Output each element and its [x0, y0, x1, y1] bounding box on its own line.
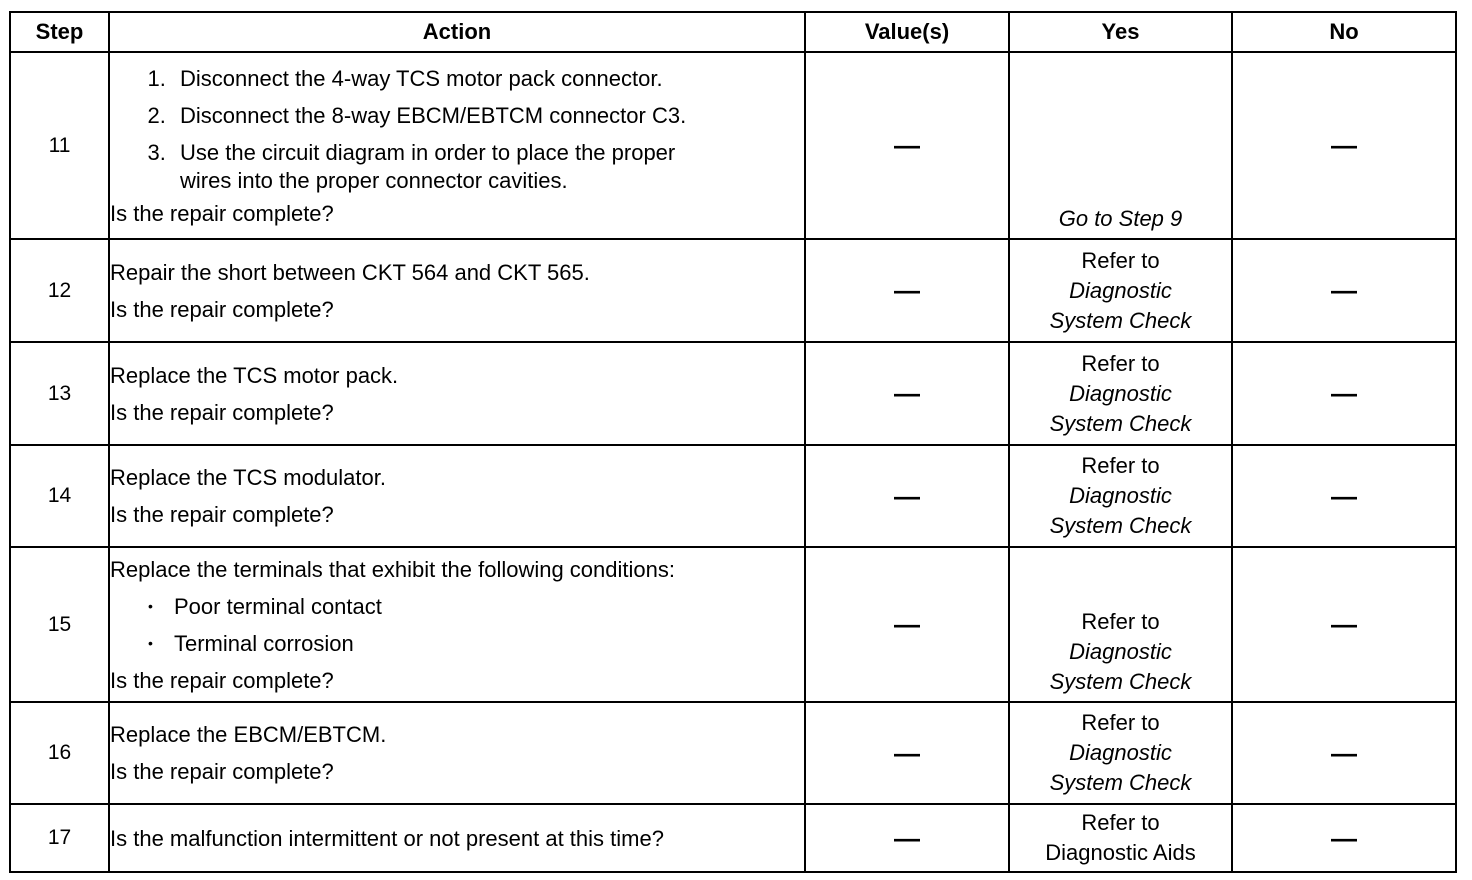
table-row	[10, 547, 1456, 702]
action-item: 1. Disconnect the 4-way TCS motor pack connector.	[172, 60, 804, 97]
action-cell	[109, 702, 805, 804]
yes-link-text: Diagnostic	[1069, 639, 1172, 664]
step-number: 12	[10, 239, 109, 342]
yes-link-text: Diagnostic	[1069, 483, 1172, 508]
no-cell: —	[1232, 239, 1456, 342]
yes-cell	[1009, 445, 1232, 547]
header-no: No	[1232, 12, 1456, 52]
header-row	[10, 12, 1456, 52]
yes-cell	[1009, 702, 1232, 804]
action-item: 2. Disconnect the 8-way EBCM/EBTCM connector C3.	[172, 97, 804, 134]
step-number: 15	[10, 547, 109, 702]
action-text: Replace the TCS modulator.	[110, 465, 386, 490]
action-cell	[109, 52, 805, 239]
step-number: 16	[10, 702, 109, 804]
action-item	[172, 134, 804, 195]
value-cell: —	[805, 342, 1009, 445]
yes-prefix: Refer to	[1081, 710, 1160, 735]
no-cell: —	[1232, 804, 1456, 872]
action-item-line: 3. Use the circuit diagram in order to place the proper	[180, 139, 676, 165]
no-cell: —	[1232, 52, 1456, 239]
no-cell: —	[1232, 342, 1456, 445]
header-action: Action	[109, 12, 805, 52]
action-cell	[109, 547, 805, 702]
question-text: Is the repair complete?	[110, 399, 334, 425]
table-row	[10, 804, 1456, 872]
diagnostic-table	[9, 11, 1457, 873]
action-cell	[109, 239, 805, 342]
value-cell: —	[805, 547, 1009, 702]
question-text: Is the repair complete?	[110, 296, 334, 322]
question-text: Is the repair complete?	[110, 759, 334, 784]
action-text: Replace the EBCM/EBTCM.	[110, 722, 387, 747]
step-number: 17	[10, 804, 109, 872]
yes-link-text: Diagnostic	[1069, 380, 1172, 406]
value-cell: —	[805, 239, 1009, 342]
step-number: 13	[10, 342, 109, 445]
yes-link-text: System Check	[1049, 770, 1192, 795]
table-row	[10, 239, 1456, 342]
yes-link-text: System Check	[1049, 410, 1192, 436]
value-cell: —	[805, 52, 1009, 239]
yes-link-text: Go to Step 9	[1058, 206, 1183, 231]
step-number: 11	[10, 52, 109, 239]
yes-prefix: Refer to	[1081, 810, 1160, 835]
yes-link-text: Diagnostic	[1069, 277, 1172, 303]
header-step: Step	[10, 12, 109, 52]
yes-cell	[1009, 804, 1232, 872]
value-cell: —	[805, 702, 1009, 804]
action-text: Replace the TCS motor pack.	[110, 362, 399, 388]
bullet-item: • Poor terminal contact	[174, 588, 804, 625]
yes-link-text: System Check	[1049, 307, 1192, 333]
action-item-line: wires into the proper connector cavities.	[180, 167, 568, 193]
action-text: Repair the short between CKT 564 and CKT 565.	[110, 259, 590, 285]
question-text: Is the repair complete?	[110, 200, 334, 226]
yes-link-text: System Check	[1049, 513, 1192, 538]
value-cell: —	[805, 804, 1009, 872]
action-text: Replace the terminals that exhibit the following conditions:	[110, 556, 675, 582]
no-cell: —	[1232, 547, 1456, 702]
yes-cell	[1009, 342, 1232, 445]
yes-link-text: Diagnostic Aids	[1045, 840, 1196, 865]
table-row	[10, 342, 1456, 445]
no-cell: —	[1232, 702, 1456, 804]
question-text: Is the repair complete?	[110, 667, 334, 693]
action-cell	[109, 445, 805, 547]
question-text: Is the malfunction intermittent or not present at this time?	[110, 825, 664, 851]
step-number: 14	[10, 445, 109, 547]
no-cell: —	[1232, 445, 1456, 547]
action-cell	[109, 342, 805, 445]
yes-link-text: Diagnostic	[1069, 740, 1172, 765]
question-text: Is the repair complete?	[110, 502, 334, 527]
yes-prefix: Refer to	[1081, 609, 1160, 634]
value-cell: —	[805, 445, 1009, 547]
yes-cell	[1009, 547, 1232, 702]
yes-cell	[1009, 52, 1232, 239]
yes-prefix: Refer to	[1081, 350, 1160, 376]
action-cell	[109, 804, 805, 872]
table-row	[10, 52, 1456, 239]
yes-prefix: Refer to	[1081, 453, 1160, 478]
header-values: Value(s)	[805, 12, 1009, 52]
table-row	[10, 445, 1456, 547]
yes-prefix: Refer to	[1081, 247, 1160, 273]
table-row	[10, 702, 1456, 804]
yes-cell	[1009, 239, 1232, 342]
bullet-item: • Terminal corrosion	[174, 625, 804, 662]
yes-link-text: System Check	[1049, 669, 1192, 694]
header-yes: Yes	[1009, 12, 1232, 52]
